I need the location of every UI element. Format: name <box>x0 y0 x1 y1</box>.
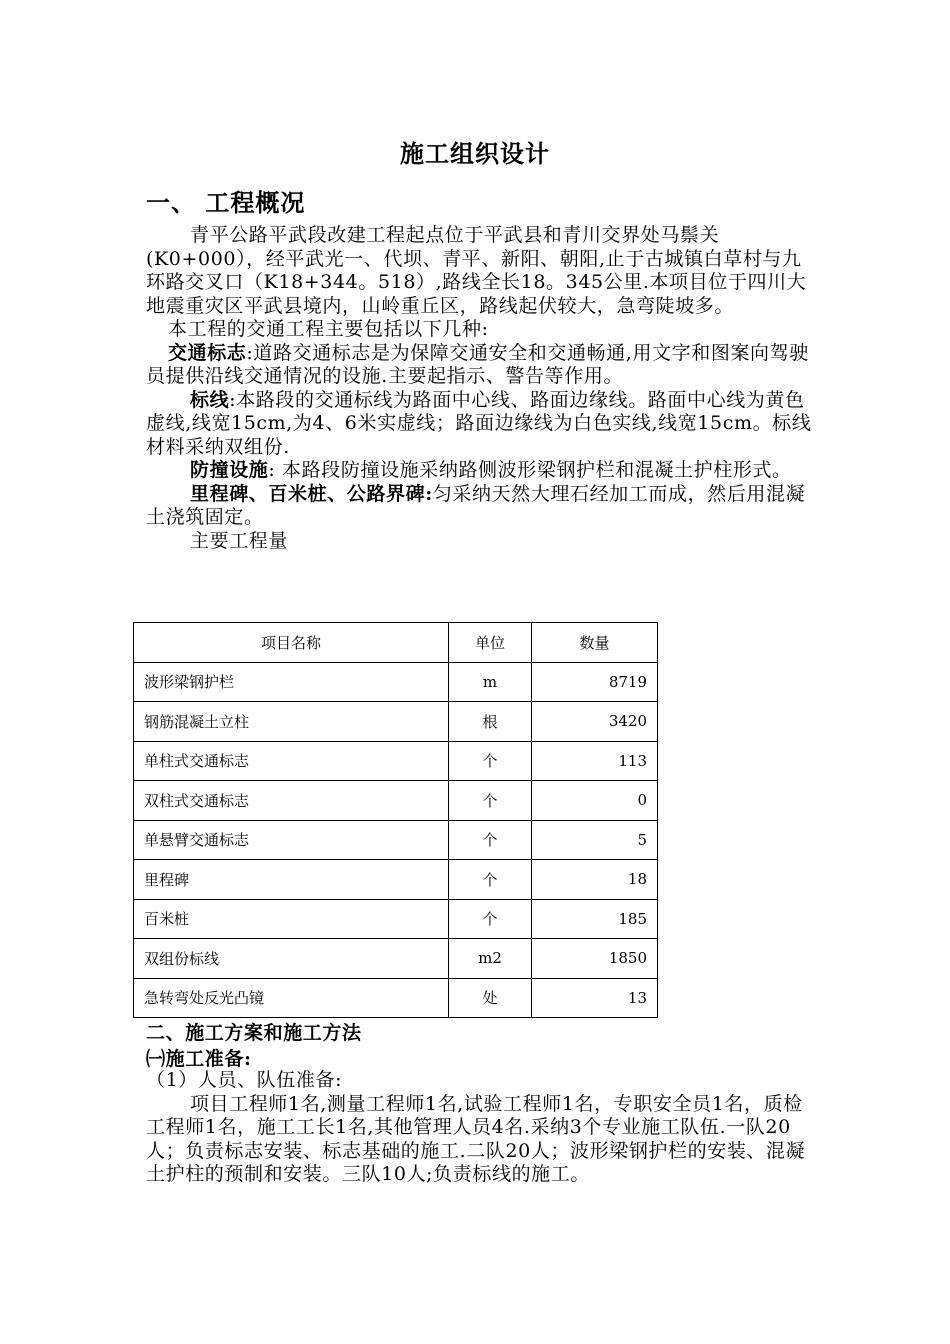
table-row <box>134 662 658 702</box>
cell-item-name: 百米桩 <box>134 899 449 939</box>
section2-body <box>146 1069 814 1187</box>
cell-quantity: 1850 <box>532 939 658 979</box>
table-row <box>134 939 658 979</box>
personnel-heading <box>146 1069 814 1093</box>
item-label: 交通标志 <box>168 341 247 364</box>
item-label: 防撞设施 <box>190 459 269 481</box>
cell-unit: m2 <box>449 939 532 979</box>
personnel-heading-text: （1）人员、队伍准备: <box>146 1069 343 1091</box>
cell-quantity: 113 <box>532 741 658 781</box>
subsection-preparation: ㈠施工准备: <box>146 1048 252 1070</box>
page-title: 施工组织设计 <box>400 139 550 168</box>
cell-quantity: 3420 <box>532 702 658 742</box>
item-text: 匀采纳天然大理石经加工而成，然后用混凝土浇筑固定。 <box>146 482 806 528</box>
cell-item-name: 钢筋混凝土立柱 <box>134 702 449 742</box>
item-milestones <box>146 483 814 530</box>
cell-unit: 个 <box>449 860 532 900</box>
cell-item-name: 单悬臂交通标志 <box>134 820 449 860</box>
cell-item-name: 急转弯处反光凸镜 <box>134 978 449 1018</box>
cell-unit: 个 <box>449 820 532 860</box>
section1-heading: 一、 工程概况 <box>146 188 306 217</box>
cell-quantity: 8719 <box>532 662 658 702</box>
item-crash-barriers <box>146 459 814 483</box>
scope-paragraph: 本工程的交通工程主要包括以下几种: <box>168 318 489 340</box>
cell-unit: 处 <box>449 978 532 1018</box>
cell-unit: 个 <box>449 781 532 821</box>
personnel-paragraph: 项目工程师1名,测量工程师1名,试验工程师1名，专职安全员1名，质检工程师1名，施工工长1名,其他管理人员4名.采纳3个专业施工队伍.一队20人；负责标志安装、标志基础的施工.二队20人；波形梁钢护栏的安装、混凝土护柱的预制和安装。三队10人;负责标线的施工。 <box>146 1092 806 1185</box>
item-text: : 本路段防撞设施采纳路侧波形梁钢护栏和混凝土护柱形式。 <box>268 459 792 481</box>
item-label: 标线 <box>190 388 230 411</box>
cell-quantity: 185 <box>532 899 658 939</box>
item-label: 里程碑、百米桩、公路界碑: <box>190 482 433 505</box>
cell-item-name: 波形梁钢护栏 <box>134 662 449 702</box>
quantities-table <box>133 622 658 1018</box>
header-item-name: 项目名称 <box>134 623 449 663</box>
cell-item-name: 单柱式交通标志 <box>134 741 449 781</box>
table-row <box>134 978 658 1018</box>
item-text: :道路交通标志是为保障交通安全和交通畅通,用文字和图案向驾驶员提供沿线交通情况的设施.主要起指示、警告等作用。 <box>146 341 809 387</box>
cell-unit: m <box>449 662 532 702</box>
table-row <box>134 781 658 821</box>
item-text: :本路段的交通标线为路面中心线、路面边缘线。路面中心线为黄色虚线,线宽15cm,为4、6米实虚线；路面边缘线为白色实线,线宽15cm。标线材料采纳双组份. <box>146 388 812 458</box>
cell-unit: 个 <box>449 899 532 939</box>
cell-unit: 根 <box>449 702 532 742</box>
item-markings <box>146 389 814 460</box>
cell-item-name: 双柱式交通标志 <box>134 781 449 821</box>
header-quantity: 数量 <box>532 623 658 663</box>
section2-heading: 二、施工方案和施工方法 <box>146 1022 362 1044</box>
table-row <box>134 899 658 939</box>
intro-paragraph: 青平公路平武段改建工程起点位于平武县和青川交界处马鬃关(K0+000），经平武光一、代坝、青平、新阳、朝阳,止于古城镇白草村与九环路交叉口（K18+344。518）,路线全长18。345公里.本项目位于四川大地震重灾区平武县境内，山岭重丘区，路线起伏较大，急弯陡坡多。 <box>146 224 807 317</box>
cell-quantity: 18 <box>532 860 658 900</box>
table-header-row <box>134 623 658 663</box>
table-row <box>134 702 658 742</box>
cell-quantity: 5 <box>532 820 658 860</box>
cell-item-name: 里程碑 <box>134 860 449 900</box>
section1-body <box>146 224 814 553</box>
table-caption: 主要工程量 <box>190 529 289 552</box>
cell-unit: 个 <box>449 741 532 781</box>
cell-quantity: 0 <box>532 781 658 821</box>
table-row <box>134 741 658 781</box>
item-traffic-signs <box>146 342 814 389</box>
table-row <box>134 860 658 900</box>
cell-quantity: 13 <box>532 978 658 1018</box>
header-unit: 单位 <box>449 623 532 663</box>
table-row <box>134 820 658 860</box>
cell-item-name: 双组份标线 <box>134 939 449 979</box>
